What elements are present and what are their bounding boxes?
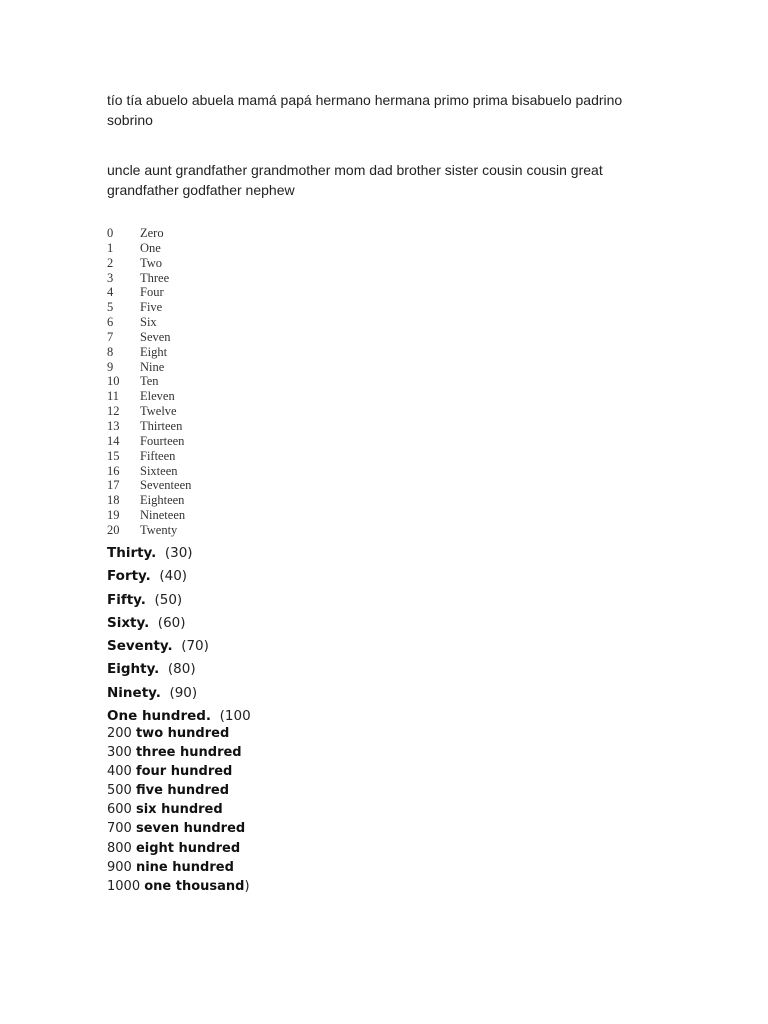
- number-row: [107, 449, 191, 464]
- number-digit: 0: [107, 226, 114, 240]
- number-digit: 17: [107, 478, 120, 493]
- number-row: [107, 226, 191, 241]
- number-word: Eighteen: [140, 493, 185, 508]
- number-word: Twenty: [140, 522, 178, 537]
- number-row: [107, 241, 191, 256]
- hundreds-number: 800: [107, 840, 132, 856]
- hundreds-row: [107, 877, 250, 896]
- tens-word: Forty.: [107, 568, 151, 585]
- tens-word: Thirty.: [107, 545, 157, 561]
- number-word: Eight: [140, 344, 168, 359]
- number-digit: 12: [107, 404, 120, 419]
- number-digit: 20: [107, 522, 120, 537]
- tens-row: [107, 543, 251, 566]
- number-row: [107, 478, 191, 493]
- hundreds-number: 400: [107, 764, 132, 780]
- number-word: Sixteen: [140, 463, 178, 478]
- tens-row: [107, 613, 251, 636]
- number-word: Twelve: [140, 404, 177, 419]
- hundreds-word: eight hundred: [135, 840, 241, 856]
- number-row: [107, 315, 191, 330]
- number-word: Two: [140, 255, 163, 270]
- tens-value: (70): [181, 638, 209, 655]
- tens-value: (90): [169, 684, 198, 701]
- number-row: [107, 330, 191, 345]
- numbers-zero-to-twenty: [107, 226, 191, 538]
- number-row: [107, 434, 191, 449]
- number-digit: 3: [107, 270, 114, 285]
- number-row: [107, 300, 191, 315]
- closing-paren: ): [244, 878, 250, 894]
- number-word: Seventeen: [140, 478, 192, 493]
- hundreds-row: [107, 743, 250, 762]
- number-word: One: [140, 240, 161, 255]
- hundreds-number: 200: [107, 726, 132, 741]
- tens-list: [107, 543, 251, 729]
- number-word: Nine: [140, 359, 165, 374]
- number-word: Ten: [140, 374, 159, 389]
- number-row: [107, 256, 191, 271]
- number-digit: 7: [107, 329, 114, 344]
- tens-value: (100: [219, 708, 251, 725]
- number-digit: 19: [107, 508, 120, 523]
- number-digit: 8: [107, 344, 114, 359]
- tens-row: [107, 590, 251, 613]
- number-word: Four: [140, 285, 164, 300]
- number-digit: 2: [107, 255, 114, 270]
- hundreds-number: 300: [107, 745, 132, 761]
- number-row: [107, 508, 191, 523]
- number-digit: 18: [107, 493, 120, 508]
- number-digit: 11: [107, 389, 120, 404]
- number-word: Nineteen: [140, 508, 186, 523]
- hundreds-number: 1000: [107, 878, 141, 894]
- hundreds-row: [107, 781, 250, 800]
- number-row: [107, 285, 191, 300]
- tens-word: Fifty.: [107, 591, 146, 608]
- tens-row: [107, 683, 251, 706]
- number-row: [107, 464, 191, 479]
- number-word: Eleven: [140, 389, 175, 404]
- tens-row: [107, 636, 251, 659]
- tens-word: Seventy.: [107, 638, 173, 655]
- tens-value: (40): [159, 568, 188, 585]
- hundreds-word: three hundred: [135, 745, 242, 761]
- hundreds-row: [107, 724, 250, 743]
- hundreds-word: one thousand: [144, 878, 245, 894]
- hundreds-word: five hundred: [135, 783, 230, 799]
- number-word: Seven: [140, 329, 171, 344]
- number-digit: 6: [107, 315, 114, 330]
- tens-row: [107, 659, 251, 682]
- hundreds-word: nine hundred: [135, 859, 234, 875]
- number-word: Zero: [140, 226, 164, 240]
- number-row: [107, 419, 191, 434]
- number-row: [107, 345, 191, 360]
- number-word: Fourteen: [140, 433, 185, 448]
- tens-value: (50): [154, 591, 183, 608]
- number-row: [107, 360, 191, 375]
- hundreds-word: two hundred: [135, 726, 230, 741]
- tens-word: Eighty.: [107, 661, 160, 678]
- hundreds-number: 700: [107, 821, 132, 837]
- number-word: Three: [140, 270, 170, 285]
- hundreds-row: [107, 839, 250, 858]
- hundreds-row: [107, 762, 250, 781]
- number-row: [107, 389, 191, 404]
- number-word: Five: [140, 300, 163, 315]
- tens-value: (60): [157, 614, 186, 631]
- hundreds-number: 900: [107, 859, 132, 875]
- number-word: Fifteen: [140, 448, 176, 463]
- number-word: Thirteen: [140, 418, 183, 433]
- tens-word: Sixty.: [107, 614, 150, 631]
- hundreds-number: 500: [107, 783, 132, 799]
- spanish-family-words: tío tía abuelo abuela mamá papá hermano hermana primo prima bisabuelo padrino sobrino: [107, 92, 623, 128]
- hundreds-word: four hundred: [135, 764, 233, 780]
- hundreds-word: six hundred: [135, 802, 223, 818]
- number-digit: 9: [107, 359, 114, 374]
- hundreds-word: seven hundred: [135, 821, 246, 837]
- hundreds-row: [107, 800, 250, 819]
- tens-word: Ninety.: [107, 684, 161, 701]
- tens-value: (30): [164, 545, 193, 561]
- english-family-words: uncle aunt grandfather grandmother mom dad brother sister cousin cousin great grandfather godfather nephew: [107, 162, 603, 198]
- number-digit: 16: [107, 463, 120, 478]
- number-digit: 13: [107, 418, 120, 433]
- hundreds-row: [107, 858, 250, 877]
- number-word: Six: [140, 315, 157, 330]
- number-digit: 4: [107, 285, 114, 300]
- tens-value: (80): [167, 661, 196, 678]
- hundreds-row: [107, 819, 250, 838]
- number-digit: 10: [107, 374, 120, 389]
- number-digit: 1: [107, 240, 114, 255]
- number-digit: 14: [107, 433, 120, 448]
- number-row: [107, 523, 191, 538]
- hundreds-number: 600: [107, 802, 132, 818]
- number-digit: 5: [107, 300, 114, 315]
- number-digit: 15: [107, 448, 120, 463]
- number-row: [107, 493, 191, 508]
- number-row: [107, 271, 191, 286]
- number-row: [107, 404, 191, 419]
- tens-word: One hundred.: [107, 708, 212, 725]
- tens-row: [107, 566, 251, 589]
- hundreds-list: [107, 724, 250, 896]
- number-row: [107, 374, 191, 389]
